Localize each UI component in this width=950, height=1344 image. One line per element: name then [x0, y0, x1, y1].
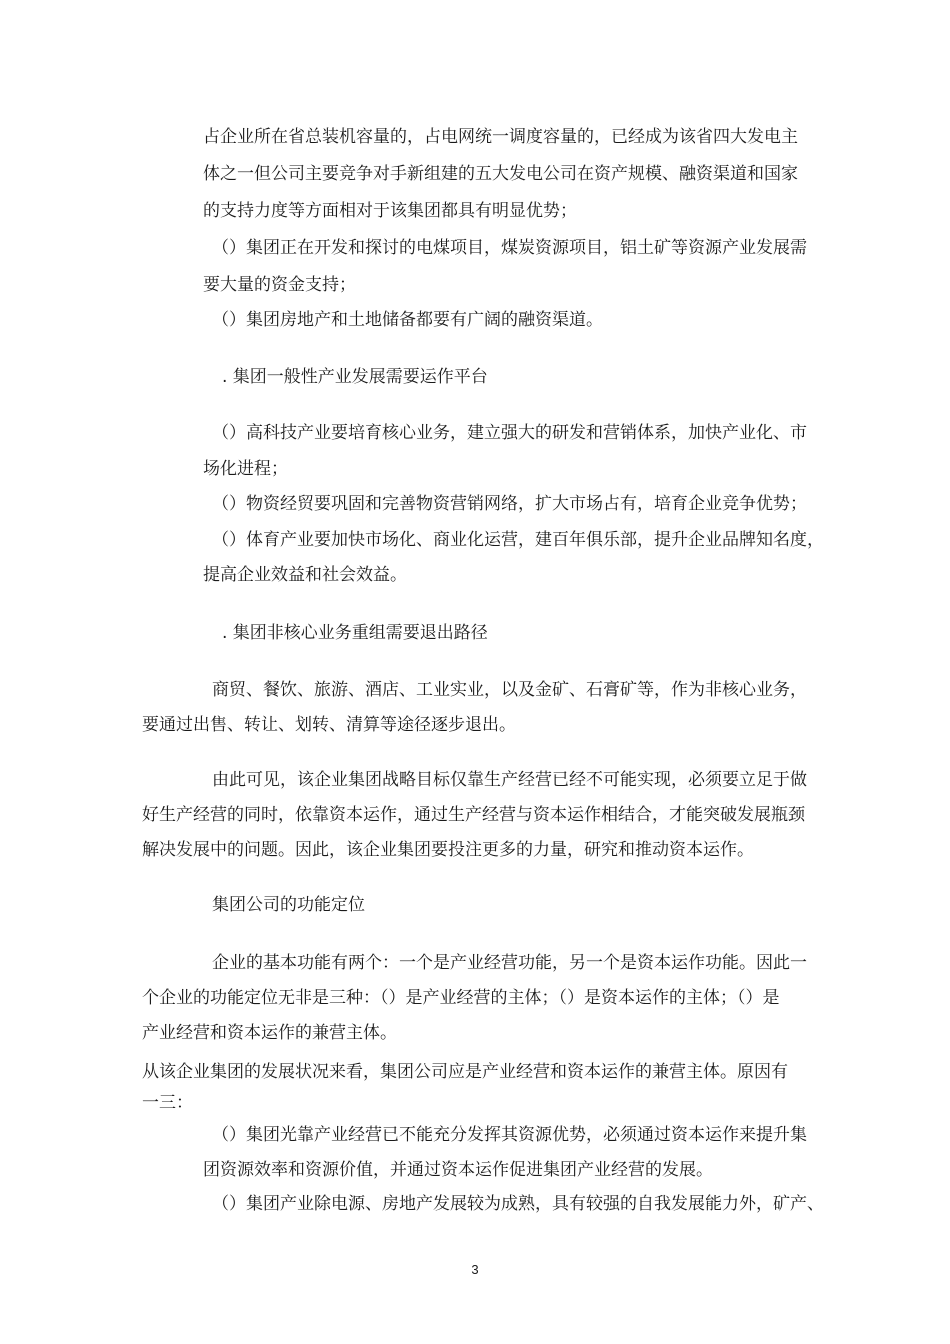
text-line: （）体育产业要加快市场化、商业化运营，建百年俱乐部，提升企业品牌知名度，: [212, 530, 824, 550]
text-line: 从该企业集团的发展状况来看，集团公司应是产业经营和资本运作的兼营主体。原因有: [142, 1062, 788, 1082]
text-line: 由此可见，该企业集团战略目标仅靠生产经营已经不可能实现，必须要立足于做: [212, 770, 807, 790]
text-line: （）物资经贸要巩固和完善物资营销网络，扩大市场占有，培育企业竞争优势；: [212, 494, 807, 514]
text-line: 提高企业效益和社会效益。: [203, 565, 407, 585]
text-line: 占企业所在省总装机容量的，占电网统一调度容量的，已经成为该省四大发电主: [203, 127, 798, 147]
text-line: （）集团房地产和土地储备都要有广阔的融资渠道。: [212, 310, 603, 330]
section-heading: . 集团非核心业务重组需要退出路径: [222, 623, 488, 643]
text-line: （）集团正在开发和探讨的电煤项目，煤炭资源项目，铝土矿等资源产业发展需: [212, 238, 807, 258]
text-line: 个企业的功能定位无非是三种：（）是产业经营的主体；（）是资本运作的主体；（）是: [142, 988, 780, 1008]
text-line: 团资源效率和资源价值，并通过资本运作促进集团产业经营的发展。: [203, 1160, 713, 1180]
text-line: （）高科技产业要培育核心业务，建立强大的研发和营销体系，加快产业化、市: [212, 423, 807, 443]
section-heading: 集团公司的功能定位: [212, 895, 365, 915]
text-line: 解决发展中的问题。因此，该企业集团要投注更多的力量，研究和推动资本运作。: [142, 840, 754, 860]
text-line: 场化进程；: [203, 459, 288, 479]
text-line: 产业经营和资本运作的兼营主体。: [142, 1023, 397, 1043]
text-line: （）集团产业除电源、房地产发展较为成熟，具有较强的自我发展能力外，矿产、: [212, 1194, 824, 1214]
section-heading: . 集团一般性产业发展需要运作平台: [222, 367, 488, 387]
text-line: 要通过出售、转让、划转、清算等途径逐步退出。: [142, 715, 516, 735]
text-line: 的支持力度等方面相对于该集团都具有明显优势；: [203, 201, 577, 221]
text-line: 商贸、餐饮、旅游、酒店、工业实业，以及金矿、石膏矿等，作为非核心业务，: [212, 680, 807, 700]
text-line: 一三：: [142, 1093, 193, 1113]
text-line: 好生产经营的同时，依靠资本运作，通过生产经营与资本运作相结合，才能突破发展瓶颈: [142, 805, 805, 825]
text-line: （）集团光靠产业经营已不能充分发挥其资源优势，必须通过资本运作来提升集: [212, 1125, 807, 1145]
text-line: 企业的基本功能有两个：一个是产业经营功能，另一个是资本运作功能。因此一: [212, 953, 807, 973]
text-line: 要大量的资金支持；: [203, 275, 356, 295]
text-line: 体之一但公司主要竞争对手新组建的五大发电公司在资产规模、融资渠道和国家: [203, 164, 798, 184]
page-number: 3: [471, 1262, 479, 1277]
